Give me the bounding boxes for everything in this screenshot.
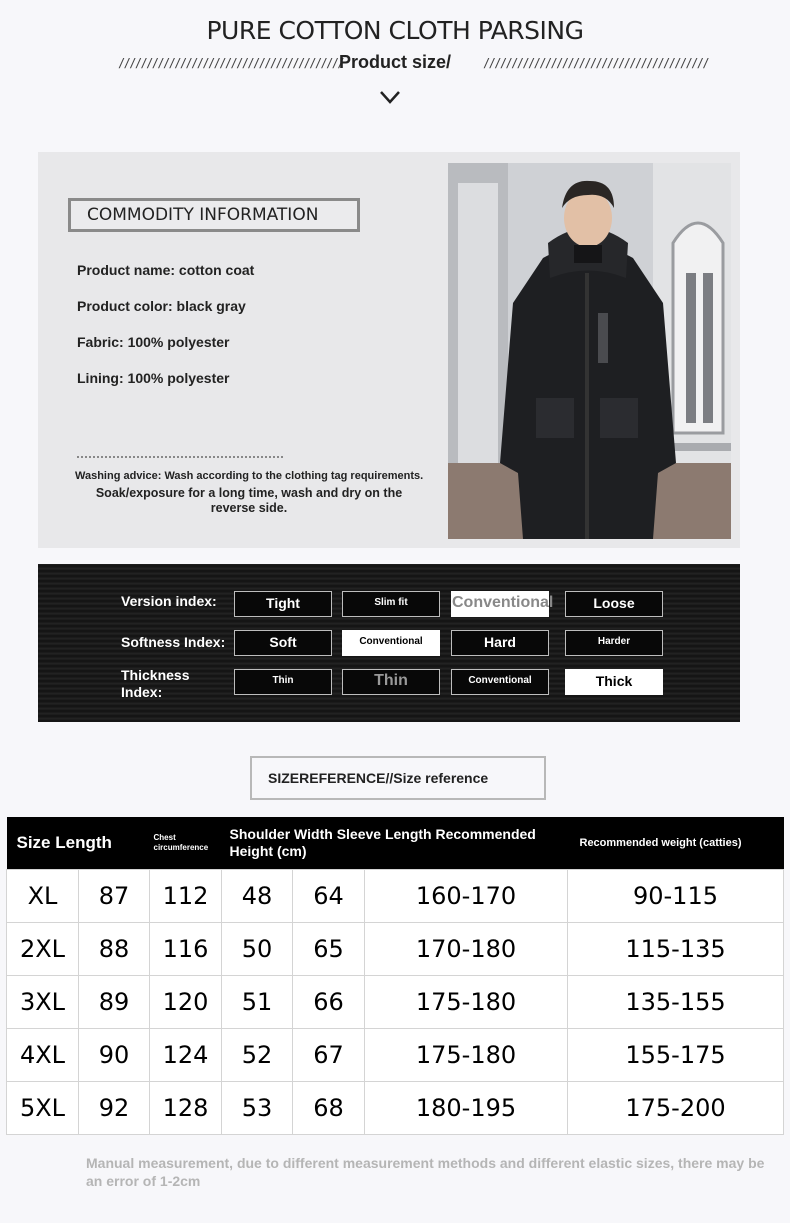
- size-table: [6, 817, 784, 1135]
- cell-chest: 112: [150, 870, 222, 923]
- table-row: [7, 976, 784, 1029]
- header-shoulder-sleeve-height: Shoulder Width Sleeve Length Recommended Height (cm): [222, 817, 568, 870]
- cell-length: 92: [79, 1082, 150, 1135]
- thickness-index-label: Thickness Index:: [121, 667, 190, 700]
- softness-option-harder: Harder: [565, 630, 663, 656]
- cell-weight: 115-135: [568, 923, 784, 976]
- product-color: Product color: black gray: [77, 298, 246, 314]
- version-option-conventional-selected: Conventional: [451, 591, 549, 617]
- product-photo: [448, 163, 731, 539]
- measurement-footnote: Manual measurement, due to different measurement methods and different elastic sizes, there may be an error of 1-2cm: [86, 1155, 765, 1189]
- header-size-length: Size Length: [7, 817, 150, 870]
- cell-sleeve: 67: [293, 1029, 365, 1082]
- version-option-loose: Loose: [565, 591, 663, 617]
- cell-sleeve: 68: [293, 1082, 365, 1135]
- version-option-tight: Tight: [234, 591, 332, 617]
- cell-length: 87: [79, 870, 150, 923]
- chevron-down-icon: [375, 86, 405, 108]
- thickness-option-thin: Thin: [234, 669, 332, 695]
- cell-weight: 155-175: [568, 1029, 784, 1082]
- cell-shoulder: 52: [222, 1029, 293, 1082]
- cell-sleeve: 66: [293, 976, 365, 1029]
- cell-chest: 116: [150, 923, 222, 976]
- version-index-label: Version index:: [121, 593, 217, 609]
- cell-weight: 90-115: [568, 870, 784, 923]
- table-row: [7, 870, 784, 923]
- table-row: [7, 1029, 784, 1082]
- cell-length: 89: [79, 976, 150, 1029]
- product-fabric: Fabric: 100% polyester: [77, 334, 230, 350]
- commodity-heading: COMMODITY INFORMATION: [68, 198, 360, 232]
- commodity-section: [38, 152, 740, 548]
- cell-sleeve: 65: [293, 923, 365, 976]
- cell-height: 160-170: [365, 870, 568, 923]
- cell-shoulder: 51: [222, 976, 293, 1029]
- cell-shoulder: 48: [222, 870, 293, 923]
- version-option-slim-fit: Slim fit: [342, 591, 440, 617]
- cell-height: 170-180: [365, 923, 568, 976]
- cell-shoulder: 50: [222, 923, 293, 976]
- cell-height: 175-180: [365, 1029, 568, 1082]
- decorative-slashes-right: ////////////////////////////////////////: [483, 56, 708, 70]
- table-header-row: [7, 817, 784, 870]
- softness-option-hard: Hard: [451, 630, 549, 656]
- section-subtitle: Product size/: [338, 52, 452, 72]
- decorative-slashes-left: ////////////////////////////////////////: [118, 56, 343, 70]
- softness-option-soft: Soft: [234, 630, 332, 656]
- thickness-option-thick-selected: Thick: [565, 669, 663, 695]
- dotted-divider: [77, 456, 283, 458]
- page-title: PURE COTTON CLOTH PARSING: [206, 16, 584, 45]
- cell-size: 4XL: [7, 1029, 79, 1082]
- cell-chest: 128: [150, 1082, 222, 1135]
- cell-sleeve: 64: [293, 870, 365, 923]
- cell-weight: 135-155: [568, 976, 784, 1029]
- model-coat-illustration: [448, 163, 731, 539]
- table-row: [7, 923, 784, 976]
- cell-weight: 175-200: [568, 1082, 784, 1135]
- cell-height: 175-180: [365, 976, 568, 1029]
- cell-chest: 124: [150, 1029, 222, 1082]
- fabric-index-panel: [38, 564, 740, 722]
- thickness-option-conventional: Conventional: [451, 669, 549, 695]
- cell-shoulder: 53: [222, 1082, 293, 1135]
- cell-size: XL: [7, 870, 79, 923]
- cell-height: 180-195: [365, 1082, 568, 1135]
- softness-index-label: Softness Index:: [121, 634, 226, 650]
- cell-length: 88: [79, 923, 150, 976]
- cell-size: 5XL: [7, 1082, 79, 1135]
- washing-advice: Washing advice: Wash according to the clothing tag requirements.: [75, 470, 424, 482]
- washing-advice-detail: Soak/exposure for a long time, wash and dry on the reverse side.: [95, 486, 403, 515]
- cell-length: 90: [79, 1029, 150, 1082]
- product-lining: Lining: 100% polyester: [77, 370, 230, 386]
- cell-chest: 120: [150, 976, 222, 1029]
- header-chest: Chest circumference: [150, 817, 222, 870]
- product-name: Product name: cotton coat: [77, 262, 255, 278]
- table-row: [7, 1082, 784, 1135]
- thickness-option-thin-alt: Thin: [342, 669, 440, 695]
- header-weight: Recommended weight (catties): [568, 817, 784, 870]
- softness-option-conventional-selected: Conventional: [342, 630, 440, 656]
- size-reference-heading: SIZEREFERENCE//Size reference: [250, 756, 546, 800]
- cell-size: 3XL: [7, 976, 79, 1029]
- cell-size: 2XL: [7, 923, 79, 976]
